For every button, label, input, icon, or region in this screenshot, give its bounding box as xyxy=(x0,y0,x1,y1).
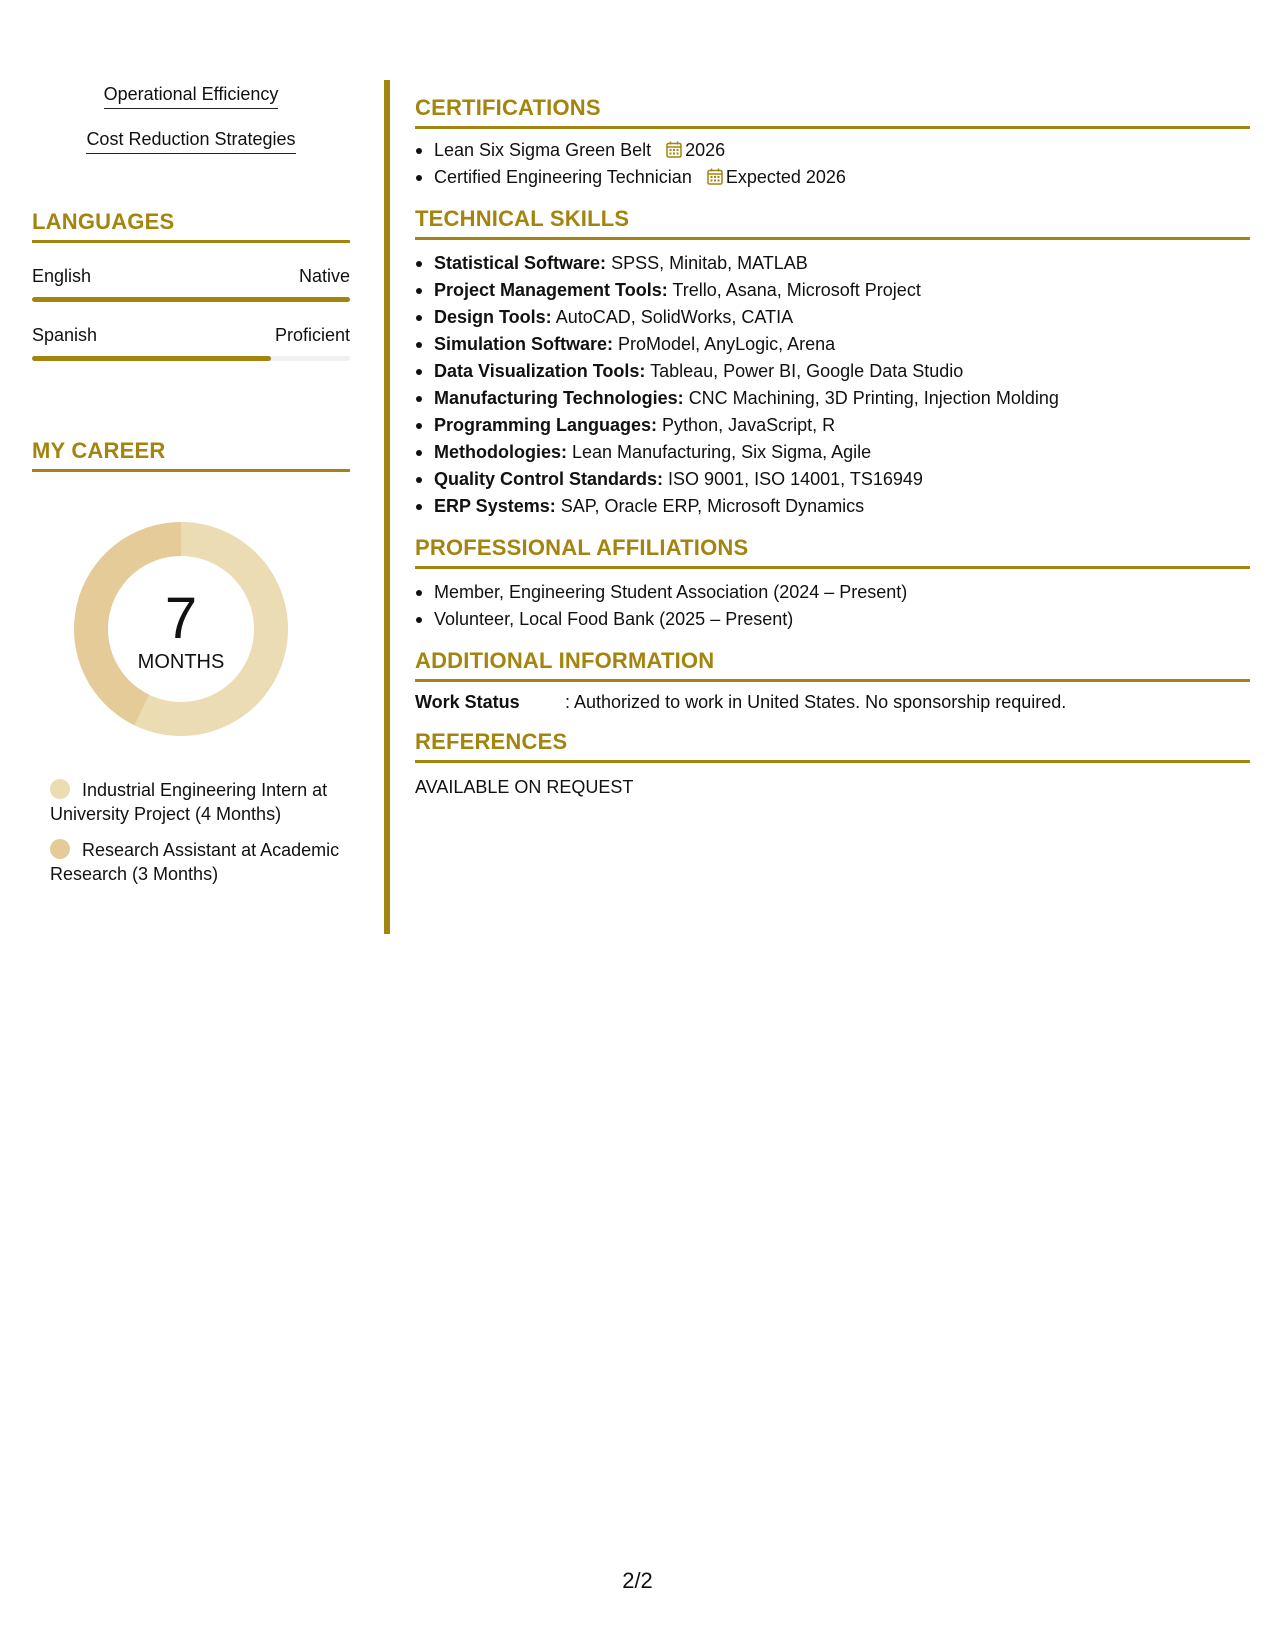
career-unit: MONTHS xyxy=(137,651,225,673)
skill-value: SAP, Oracle ERP, Microsoft Dynamics xyxy=(560,496,865,516)
work-status-value: : Authorized to work in United States. No sponsorship required. xyxy=(565,692,1067,712)
language-bar-fill xyxy=(32,297,350,302)
career-title: MY CAREER xyxy=(32,437,350,472)
technical-skills-title: TECHNICAL SKILLS xyxy=(415,205,1250,240)
skill-value: Python, JavaScript, R xyxy=(662,415,836,435)
calendar-icon xyxy=(666,141,682,158)
technical-skills-section xyxy=(415,205,1250,520)
career-item-label: Industrial Engineering Intern at University Project (4 Months) xyxy=(50,780,328,824)
career-donut-chart xyxy=(66,514,296,744)
skill-item xyxy=(415,277,1250,304)
career-legend-item xyxy=(50,778,340,826)
right-column xyxy=(415,94,1250,813)
skill-tag: Cost Reduction Strategies xyxy=(86,127,295,154)
skill-value: ProModel, AnyLogic, Arena xyxy=(618,334,836,354)
career-item-label: Research Assistant at Academic Research (3 Months) xyxy=(50,840,340,884)
skill-label: Data Visualization Tools: xyxy=(434,361,646,381)
left-column xyxy=(32,82,350,898)
affiliation-item: Member, Engineering Student Association (2024 – Present) xyxy=(415,579,1250,606)
skill-value: Lean Manufacturing, Six Sigma, Agile xyxy=(572,442,872,462)
career-legend xyxy=(50,778,340,886)
certification-item xyxy=(415,164,1250,191)
certifications-title: CERTIFICATIONS xyxy=(415,94,1250,129)
language-level: Proficient xyxy=(274,325,350,345)
language-row xyxy=(32,265,350,302)
certifications-section xyxy=(415,94,1250,191)
skill-value: Tableau, Power BI, Google Data Studio xyxy=(650,361,964,381)
language-bar-track xyxy=(32,297,350,302)
language-name: Spanish xyxy=(32,325,98,345)
certification-name: Lean Six Sigma Green Belt xyxy=(434,140,652,160)
language-level: Native xyxy=(298,266,350,286)
skill-label: Methodologies: xyxy=(434,442,567,462)
affiliation-item: Volunteer, Local Food Bank (2025 – Present) xyxy=(415,606,1250,633)
certification-name: Certified Engineering Technician xyxy=(434,167,692,187)
language-bar-track xyxy=(32,356,350,361)
column-divider xyxy=(384,80,390,934)
skill-label: Design Tools: xyxy=(434,307,552,327)
skill-label: ERP Systems: xyxy=(434,496,556,516)
work-status-row xyxy=(415,690,1250,714)
skill-tags xyxy=(32,82,350,172)
references-title: REFERENCES xyxy=(415,728,1250,763)
skill-item xyxy=(415,493,1250,520)
skill-label: Simulation Software: xyxy=(434,334,614,354)
skill-value: SPSS, Minitab, MATLAB xyxy=(611,253,808,273)
skill-item xyxy=(415,412,1250,439)
skill-value: Trello, Asana, Microsoft Project xyxy=(672,280,921,300)
skill-item xyxy=(415,304,1250,331)
affiliations-title: PROFESSIONAL AFFILIATIONS xyxy=(415,534,1250,569)
skill-tag: Operational Efficiency xyxy=(104,82,279,109)
legend-dot-icon xyxy=(50,779,70,799)
skill-value: CNC Machining, 3D Printing, Injection Molding xyxy=(688,388,1059,408)
skill-item xyxy=(415,331,1250,358)
language-bar-fill xyxy=(32,356,271,361)
skill-label: Programming Languages: xyxy=(434,415,658,435)
language-row xyxy=(32,324,350,361)
additional-info-section xyxy=(415,647,1250,714)
skill-value: ISO 9001, ISO 14001, TS16949 xyxy=(668,469,923,489)
calendar-icon xyxy=(707,168,723,185)
skill-label: Quality Control Standards: xyxy=(434,469,664,489)
skill-item xyxy=(415,466,1250,493)
career-legend-item xyxy=(50,838,340,886)
certification-date: Expected 2026 xyxy=(725,167,846,187)
work-status-label: Work Status xyxy=(415,692,520,712)
skill-value: AutoCAD, SolidWorks, CATIA xyxy=(555,307,794,327)
skill-item xyxy=(415,439,1250,466)
legend-dot-icon xyxy=(50,839,70,859)
career-section xyxy=(32,437,350,886)
certification-item xyxy=(415,137,1250,164)
certification-date: 2026 xyxy=(685,140,726,160)
page-number: 2/2 xyxy=(622,1568,653,1593)
career-total: 7 xyxy=(164,586,198,651)
affiliations-section xyxy=(415,534,1250,633)
references-section xyxy=(415,728,1250,799)
skill-item xyxy=(415,385,1250,412)
skill-label: Manufacturing Technologies: xyxy=(434,388,684,408)
language-name: English xyxy=(32,266,92,286)
additional-info-title: ADDITIONAL INFORMATION xyxy=(415,647,1250,682)
languages-section xyxy=(32,208,350,361)
skill-item xyxy=(415,250,1250,277)
skill-label: Project Management Tools: xyxy=(434,280,668,300)
references-text: AVAILABLE ON REQUEST xyxy=(415,777,634,797)
skill-label: Statistical Software: xyxy=(434,253,607,273)
skill-item xyxy=(415,358,1250,385)
languages-title: LANGUAGES xyxy=(32,208,350,243)
